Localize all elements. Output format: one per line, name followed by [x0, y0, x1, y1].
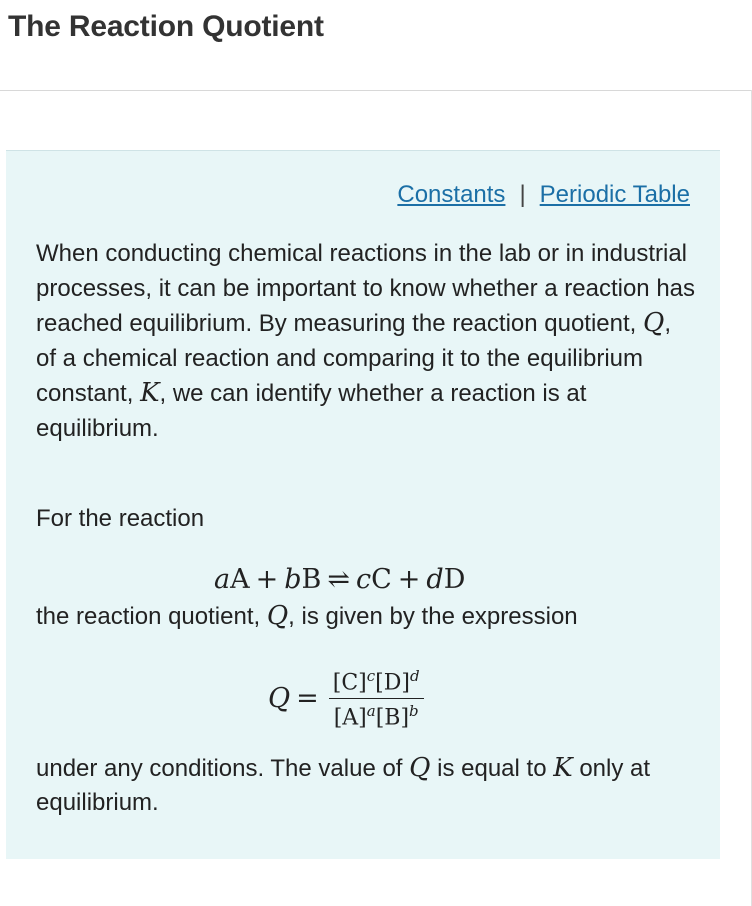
species-b: B [301, 564, 322, 595]
exp-b: b [409, 702, 419, 721]
given-by-text [36, 601, 578, 631]
exp-d: d [409, 667, 420, 685]
intro-text-3: , we can identify whether a reaction is at equilibrium. [36, 380, 587, 442]
intro-text-1: When conducting chemical reactions in the lab or in industrial processes, it can be important to know whether a reaction has reached equilibrium. By measuring the reaction quotient, [36, 240, 696, 337]
coef-a: a [214, 564, 231, 595]
conc-c: [C] [332, 670, 367, 696]
k-symbol: K [140, 378, 160, 408]
equilibrium-arrow: ⇌ [327, 564, 350, 595]
content-panel [6, 150, 720, 859]
denominator [330, 699, 423, 730]
exp-a: a [366, 702, 376, 721]
equals-sign: = [296, 683, 319, 715]
numerator [329, 667, 424, 698]
q-lhs: Q [268, 683, 291, 715]
header-divider [0, 90, 752, 91]
k-symbol: K [553, 753, 573, 783]
q-symbol: Q [409, 753, 431, 783]
reaction-equation [214, 564, 465, 595]
conclusion-text-1: under any conditions. The value of [36, 755, 410, 782]
coef-b: b [284, 564, 302, 595]
plus-sign: + [255, 564, 279, 595]
link-separator: | [519, 181, 526, 208]
exp-c: c [366, 667, 376, 685]
intro-paragraph [36, 237, 696, 446]
conclusion-text-3: only at equilibrium. [36, 755, 651, 816]
species-a: A [230, 564, 250, 595]
species-c: C [371, 564, 392, 595]
conclusion-paragraph [36, 751, 706, 820]
conc-a: [A] [333, 705, 367, 731]
given-text-1: the reaction quotient, [36, 603, 267, 630]
given-text-2: , is given by the expression [288, 603, 578, 630]
resource-links [397, 181, 690, 209]
quotient-expression [268, 667, 424, 731]
conclusion-text-2: is equal to [430, 755, 554, 782]
species-d: D [443, 564, 466, 595]
conc-b: [B] [375, 705, 410, 731]
plus-sign: + [397, 564, 421, 595]
q-symbol: Q [266, 601, 289, 631]
q-symbol: Q [643, 308, 665, 338]
for-reaction-text: For the reaction [36, 505, 205, 532]
quotient-fraction [329, 667, 424, 731]
coef-c: c [356, 564, 372, 595]
periodic-table-link[interactable]: Periodic Table [539, 181, 690, 208]
page-title: The Reaction Quotient [8, 10, 324, 43]
constants-link[interactable]: Constants [397, 181, 506, 208]
conc-d: [D] [375, 670, 410, 696]
intro-text-2: , of a chemical reaction and comparing it to the equilibrium constant, [36, 310, 672, 407]
coef-d: d [426, 564, 444, 595]
